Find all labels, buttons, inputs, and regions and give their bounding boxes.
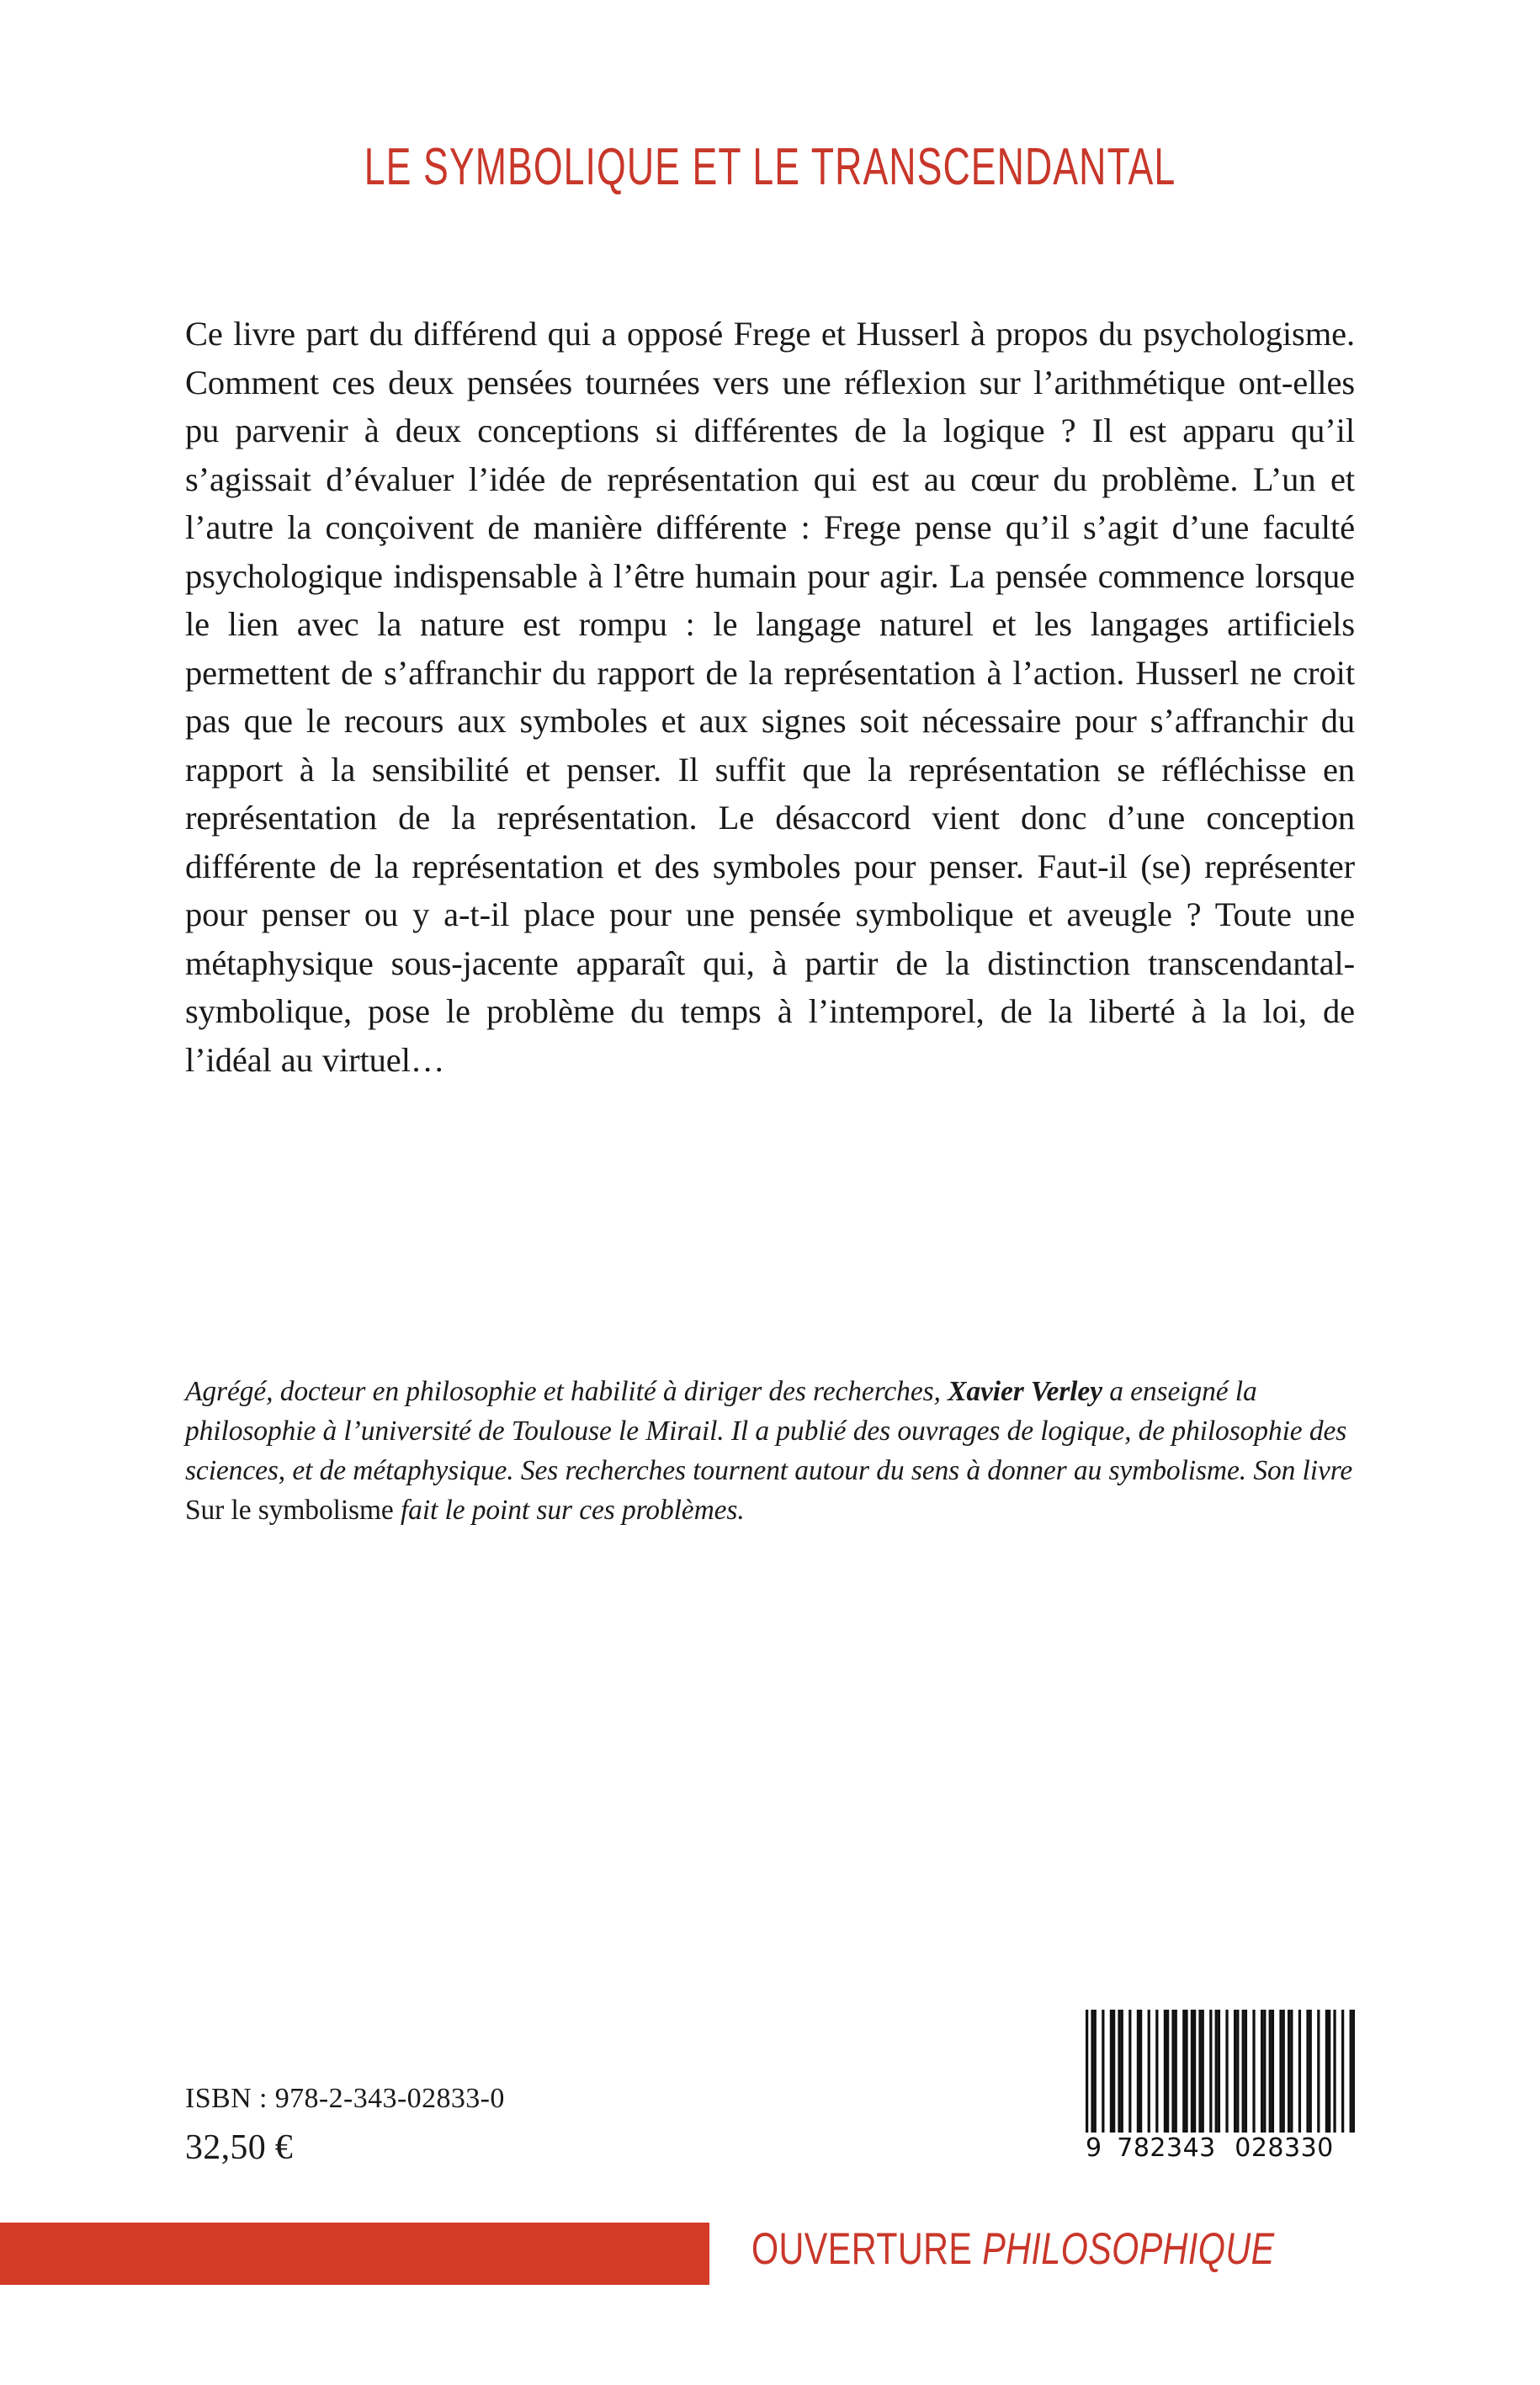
barcode-right-group: 028330 xyxy=(1235,2133,1334,2163)
referenced-book-title: Sur le symbolisme xyxy=(185,1495,394,1526)
author-name: Xavier Verley xyxy=(948,1376,1102,1407)
isbn-text: ISBN : 978-2-343-02833-0 xyxy=(185,2083,505,2114)
bio-text-part-2: a enseigné la philosophie à l’université de Toulouse le Mirail. Il a publié des ouvrages de logique, de philosophie des sciences, et de métaphysique. Ses recherches tournent autour du sens à donner au symbolisme. Son livre xyxy=(185,1376,1353,1486)
bio-text-part-1: Agrégé, docteur en philosophie et habilité à diriger des recherches, xyxy=(185,1376,948,1407)
page-title: LE SYMBOLIQUE ET LE TRANSCENDANTAL xyxy=(364,138,1176,196)
author-biography xyxy=(185,1372,1355,1530)
barcode-bars-icon xyxy=(1086,2010,1355,2133)
price-text: 32,50 € xyxy=(185,2128,294,2167)
barcode xyxy=(1086,2010,1355,2163)
series-label xyxy=(751,2226,1275,2273)
barcode-lead-digit: 9 xyxy=(1086,2133,1102,2163)
series-word-philosophique: PHILOSOPHIQUE xyxy=(982,2224,1275,2274)
barcode-left-group: 782343 xyxy=(1117,2133,1216,2163)
series-word-ouverture: OUVERTURE xyxy=(751,2224,973,2274)
footer-red-bar xyxy=(0,2223,709,2285)
bio-text-part-3: fait le point sur ces problèmes. xyxy=(393,1495,745,1526)
book-description: Ce livre part du différend qui a opposé Frege et Husserl à propos du psychologisme. Comment ces deux pensées tournées vers une réflexion sur l’arithmétique ont-elles pu parvenir à deux conceptions si différentes de la logique ? Il est apparu qu’il s’agissait d’évaluer l’idée de représentation qui est au cœur du problème. L’un et l’autre la conçoivent de manière différente : Frege pense qu’il s’agit d’une faculté psychologique indispensable à l’être humain pour agir. La pensée commence lorsque le lien avec la nature est rompu : le langage naturel et les langages artificiels permettent de s’affranchir du rapport de la représentation à l’action. Husserl ne croit pas que le recours aux symboles et aux signes soit nécessaire pour s’affranchir du rapport à la sensibilité et penser. Il suffit que la représentation se réfléchisse en représentation de la représentation. Le désaccord vient donc d’une conception différente de la représentation et des symboles pour penser. Faut-il (se) représenter pour penser ou y a-t-il place pour une pensée symbolique et aveugle ? Toute une métaphysique sous-jacente apparaît qui, à partir de la distinction transcendantal-symbolique, pose le problème du temps à l’intemporel, de la liberté à la loi, de l’idéal au virtuel… xyxy=(185,315,1355,1079)
barcode-digits xyxy=(1086,2134,1355,2163)
